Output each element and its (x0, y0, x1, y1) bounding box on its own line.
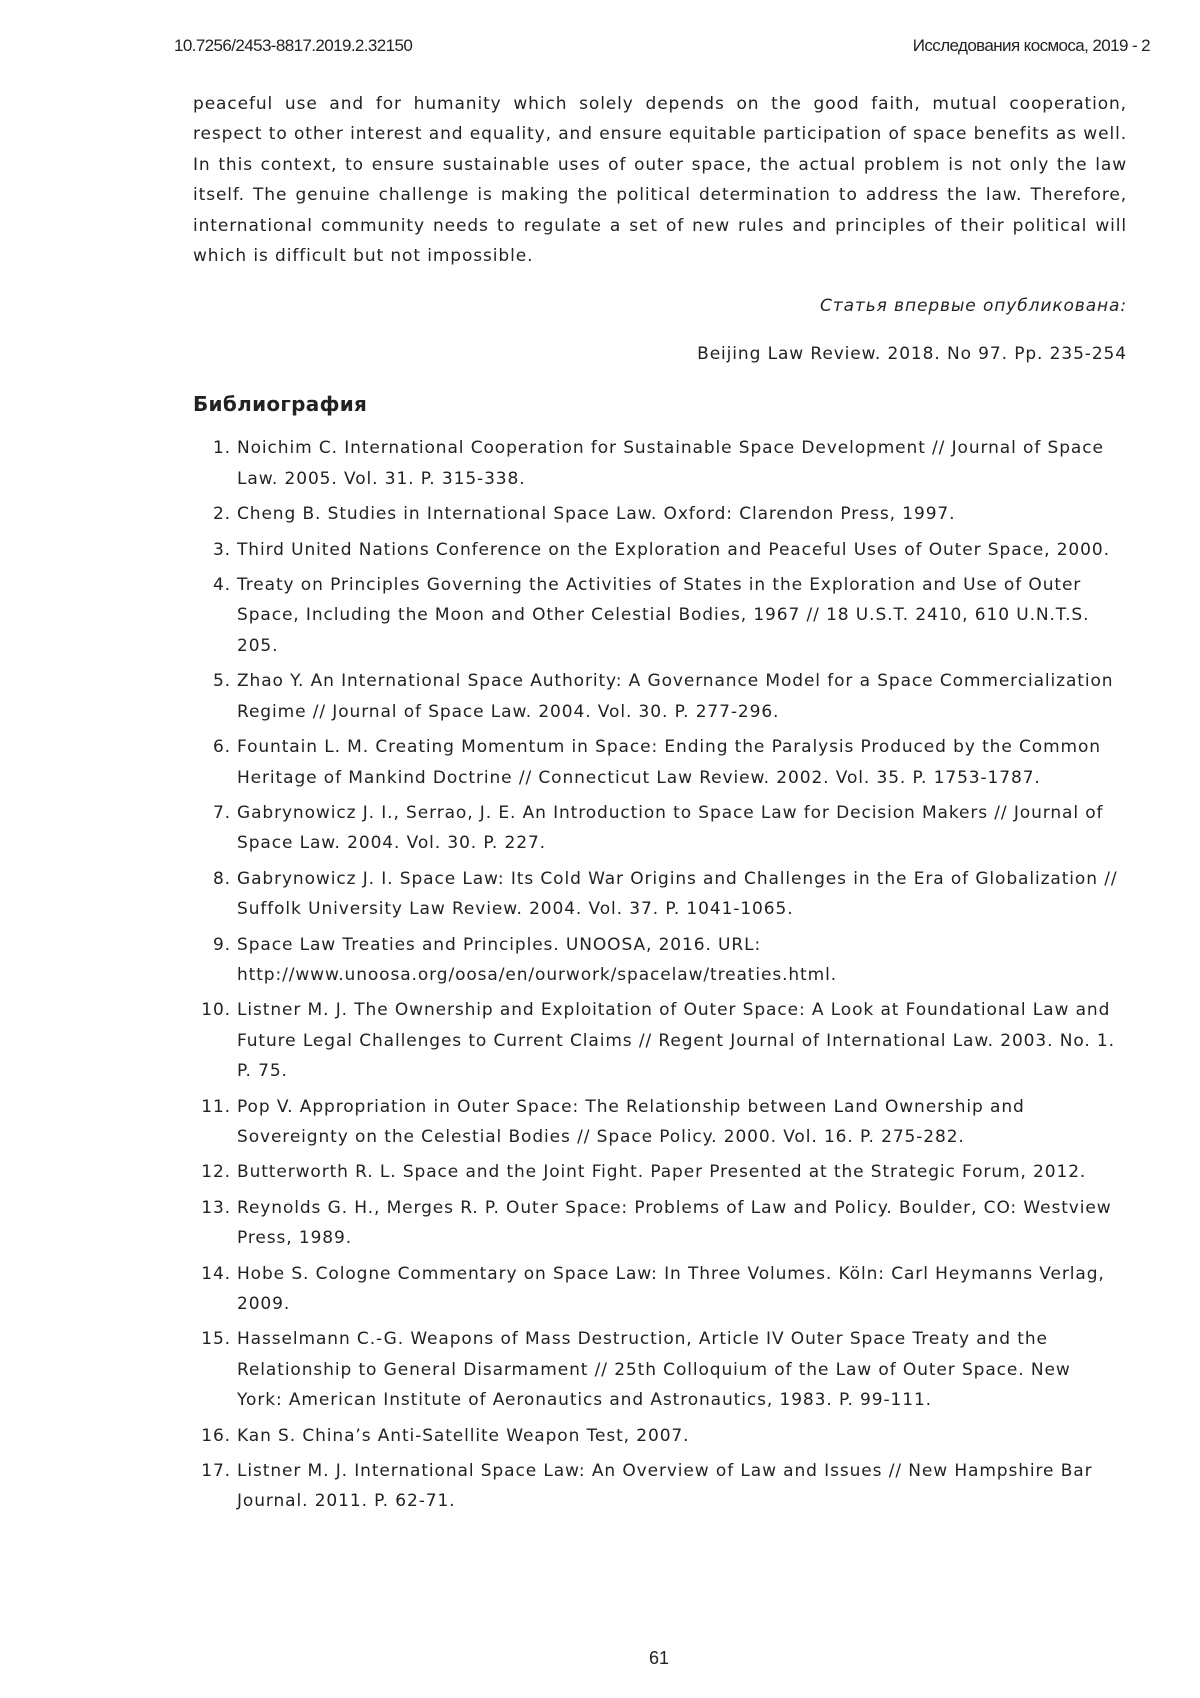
reference-item (193, 570, 1127, 661)
reference-number: 12. (201, 1162, 231, 1183)
reference-number: 14. (201, 1263, 231, 1284)
reference-text: Noichim C. International Cooperation for Sustainable Space Development // Journal of Space Law. 2005. Vol. 31. P. 315-338. (237, 438, 1104, 489)
reference-text: Butterworth R. L. Space and the Joint Fight. Paper Presented at the Strategic Forum, 2012. (237, 1162, 1087, 1183)
reference-item (193, 433, 1127, 494)
reference-item (193, 1259, 1127, 1320)
reference-number: 7. (212, 802, 231, 823)
reference-number: 16. (201, 1425, 231, 1446)
reference-item (193, 1157, 1127, 1187)
reference-item (193, 798, 1127, 859)
reference-item (193, 995, 1127, 1086)
reference-item (193, 930, 1127, 991)
reference-number: 4. (212, 575, 231, 596)
reference-text: Listner M. J. The Ownership and Exploitation of Outer Space: A Look at Foundational Law and Future Legal Challenges to Current Claims // Regent Journal of International Law. 2003. No. 1. P. 75. (237, 1000, 1115, 1082)
first-published-label: Статья впервые опубликована: (820, 296, 1127, 317)
page-content (193, 89, 1127, 1522)
body-paragraph: peaceful use and for humanity which solely depends on the good faith, mutual cooperation, respect to other interest and equality, and ensure equitable participation of space benefits as well. In this context, to ensure sustainable uses of outer space, the actual problem is not only the law itself. The genuine challenge is making the political determination to address the law. Therefore, international community needs to regulate a set of new rules and principles of their political will which is difficult but not impossible. (193, 94, 1127, 267)
reference-text: Hasselmann C.-G. Weapons of Mass Destruction, Article IV Outer Space Treaty and the Relationship to General Disarmament // 25th Colloquium of the Law of Outer Space. New York: American Institute of Aeronautics and Astronautics, 1983. P. 99-111. (237, 1329, 1071, 1411)
reference-text: Fountain L. M. Creating Momentum in Space: Ending the Paralysis Produced by the Common Heritage of Mankind Doctrine // Connecticut Law Review. 2002. Vol. 35. P. 1753-1787. (237, 737, 1101, 788)
page-number: 61 (648, 1648, 670, 1668)
reference-item (193, 1092, 1127, 1153)
journal-title: Исследования космоса, 2019 - 2 (912, 36, 1150, 55)
reference-item (193, 864, 1127, 925)
reference-number: 10. (201, 1000, 231, 1021)
reference-text: Kan S. China’s Anti-Satellite Weapon Test, 2007. (237, 1425, 690, 1446)
reference-number: 1. (212, 438, 231, 459)
reference-number: 9. (212, 934, 231, 955)
reference-item (193, 666, 1127, 727)
reference-item (193, 1456, 1127, 1517)
reference-item (193, 535, 1127, 565)
reference-text: Pop V. Appropriation in Outer Space: The Relationship between Land Ownership and Sovereignty on the Celestial Bodies // Space Policy. 2000. Vol. 16. P. 275-282. (237, 1096, 1025, 1147)
reference-text: Space Law Treaties and Principles. UNOOSA, 2016. URL: http://www.unoosa.org/oosa/en/ourwork/spacelaw/treaties.html. (237, 934, 838, 985)
reference-item (193, 1324, 1127, 1415)
reference-text: Third United Nations Conference on the Exploration and Peaceful Uses of Outer Space, 2000. (237, 539, 1110, 560)
reference-number: 2. (212, 504, 231, 525)
reference-item (193, 1193, 1127, 1254)
reference-item (193, 499, 1127, 529)
bibliography-heading: Библиография (193, 392, 368, 417)
reference-item (193, 1421, 1127, 1451)
reference-number: 8. (212, 868, 231, 889)
reference-number: 15. (201, 1329, 231, 1350)
reference-number: 13. (201, 1197, 231, 1218)
reference-text: Treaty on Principles Governing the Activities of States in the Exploration and Use of Outer Space, Including the Moon and Other Celestial Bodies, 1967 // 18 U.S.T. 2410, 610 U.N.T.S. 205. (237, 575, 1090, 656)
reference-number: 11. (201, 1096, 231, 1117)
reference-text: Listner M. J. International Space Law: An Overview of Law and Issues // New Hampshire Bar Journal. 2011. P. 62-71. (237, 1461, 1093, 1512)
reference-number: 3. (212, 539, 231, 560)
reference-text: Gabrynowicz J. I., Serrao, J. E. An Introduction to Space Law for Decision Makers // Journal of Space Law. 2004. Vol. 30. P. 227. (237, 802, 1104, 854)
reference-text: Reynolds G. H., Merges R. P. Outer Space: Problems of Law and Policy. Boulder, CO: Westview Press, 1989. (237, 1197, 1112, 1249)
reference-text: Cheng B. Studies in International Space Law. Oxford: Clarendon Press, 1997. (237, 504, 956, 525)
reference-list (193, 433, 1127, 1516)
reference-text: Hobe S. Cologne Commentary on Space Law: In Three Volumes. Köln: Carl Heymanns Verlag, 2009. (237, 1263, 1105, 1314)
first-published-source: Beijing Law Review. 2018. No 97. Pp. 235-254 (697, 344, 1127, 365)
reference-text: Gabrynowicz J. I. Space Law: Its Cold War Origins and Challenges in the Era of Globalization // Suffolk University Law Review. 2004. Vol. 37. P. 1041-1065. (237, 868, 1118, 920)
running-header (174, 36, 1150, 62)
reference-item (193, 732, 1127, 793)
reference-text: Zhao Y. An International Space Authority: A Governance Model for a Space Commercialization Regime // Journal of Space Law. 2004. Vol. 30. P. 277-296. (237, 671, 1114, 722)
reference-number: 5. (212, 671, 231, 692)
doi: 10.7256/2453-8817.2019.2.32150 (174, 36, 413, 55)
reference-number: 6. (212, 737, 231, 758)
reference-number: 17. (201, 1461, 231, 1482)
